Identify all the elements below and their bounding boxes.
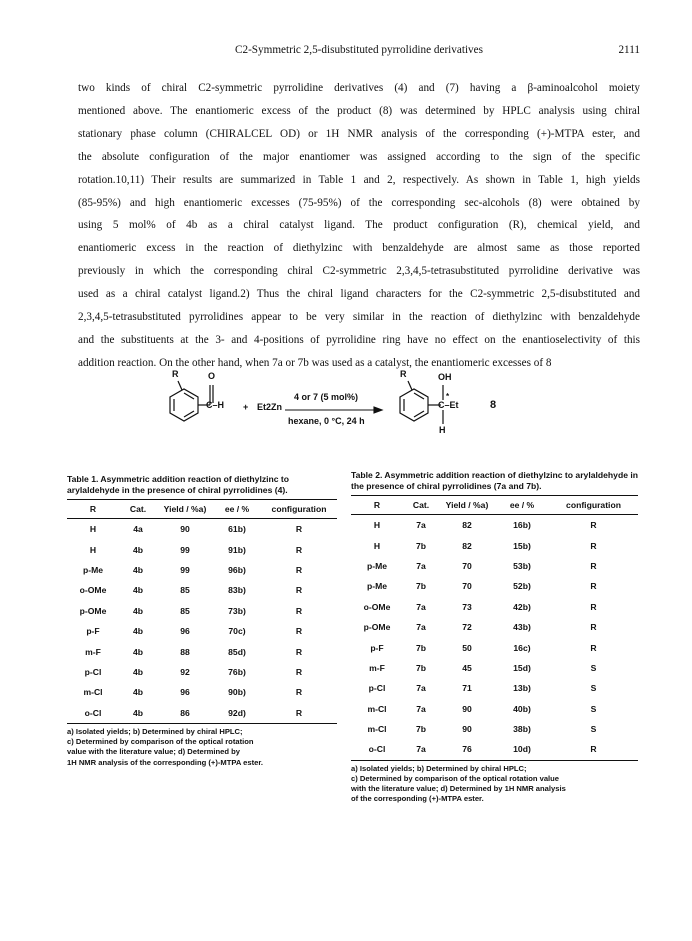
running-header: [78, 44, 640, 60]
table-cell: 10d): [495, 739, 549, 760]
table-cell: 70c): [228, 626, 246, 637]
table-cell: 85d): [228, 646, 246, 657]
column-header: ee / %: [495, 496, 549, 515]
table-cell: H: [373, 540, 381, 551]
table-cell: 90b): [228, 687, 246, 698]
body-line: used as a chiral catalyst ligand.2) Thus the chiral ligand characters for the C2-symmetric 2,5-disubstituted and: [78, 288, 640, 301]
table-cell: 61b): [228, 524, 246, 535]
table-cell: 38b): [513, 724, 531, 735]
scheme-oxygen: O: [208, 371, 216, 381]
table-cell: S: [590, 683, 597, 694]
table-row: [351, 678, 638, 698]
footnote-line: with the literature value; d) Determined by 1H NMR analysis: [351, 784, 566, 794]
body-line: two kinds of chiral C2-symmetric pyrrolidine derivatives (4) and (7) having a β-aminoalcohol moiety: [78, 82, 640, 94]
table-cell: 45: [462, 662, 472, 673]
table-row: [67, 519, 337, 540]
table-cell: R: [295, 524, 303, 535]
table-row: [67, 621, 337, 641]
table-cell: R: [295, 605, 303, 616]
column-header: Cat.: [119, 500, 157, 519]
table-cell: m-Cl: [367, 703, 387, 714]
table-cell: S: [590, 724, 597, 735]
footnote-line: c) Determined by comparison of the optical rotation value: [351, 773, 560, 783]
table-cell: p-Me: [366, 581, 388, 592]
body-line: stationary phase column (CHIRALCEL OD) or 1H NMR analysis of the corresponding (+)-MTPA ester, and: [78, 127, 640, 140]
body-line: enantiomeric excess in the reaction of diethylzinc with benzaldehyde are almost same as those reported: [78, 242, 640, 255]
body-line: the absolute configuration of the major enantiomer was assigned according to the sign of the specific: [78, 150, 640, 163]
table-cell: 4b: [132, 646, 144, 657]
column-header: configuration: [261, 500, 337, 519]
table-row: [351, 699, 638, 719]
body-line: addition reaction. On the other hand, when 7a or 7b was used as a catalyst, the enantiomeric excesses of 8: [78, 356, 552, 369]
column-header: Yield / %a): [157, 500, 213, 519]
table-cell: R: [590, 520, 597, 531]
table-cell: 4a: [133, 524, 143, 535]
scheme-stereocenter-star: *: [446, 392, 450, 401]
page-number: 2111: [618, 44, 640, 56]
table-cell: p-OMe: [79, 605, 107, 616]
table-cell: 7b: [415, 724, 427, 735]
table-cell: m-F: [85, 646, 101, 657]
table-row: [351, 556, 638, 576]
table-cell: H: [373, 520, 381, 531]
table-cell: S: [590, 703, 597, 714]
table-cell: 99: [180, 564, 190, 575]
table-cell: 53b): [513, 560, 531, 571]
table-row: [67, 601, 337, 621]
column-header: R: [351, 496, 403, 515]
table-cell: 76b): [228, 666, 246, 677]
footnote-line: 1H NMR analysis of the corresponding (+)-MTPA ester.: [67, 757, 263, 767]
footnote-line: c) Determined by comparison of the optical rotation: [67, 737, 254, 747]
table-cell: 16b): [513, 520, 531, 531]
table-cell: p-Cl: [84, 666, 102, 677]
table-row: [351, 535, 638, 555]
table-row: [67, 560, 337, 580]
table-cell: R: [295, 687, 303, 698]
table-cell: R: [295, 564, 303, 575]
reaction-scheme: [150, 369, 570, 459]
table-cell: o-OMe: [363, 601, 391, 612]
table-cell: 4b: [119, 703, 157, 724]
table-cell: R: [261, 703, 337, 724]
table-cell: o-Cl: [351, 739, 403, 760]
table-cell: H: [89, 524, 97, 535]
table-cell: 4b: [132, 687, 144, 698]
table-cell: 99: [180, 544, 190, 555]
scheme-plus: +: [243, 402, 249, 412]
table-cell: p-Me: [82, 564, 104, 575]
table-cell: 7a: [403, 739, 439, 760]
table-row: [67, 662, 337, 682]
table-cell: m-F: [369, 662, 385, 673]
table-cell: 7a: [416, 683, 426, 694]
scheme-aldehyde-ch: C–H: [206, 400, 225, 410]
column-header: R: [67, 500, 119, 519]
table-cell: 4b: [132, 544, 144, 555]
table-cell: S: [590, 662, 597, 673]
body-line: using 5 mol% of 4b as a chiral catalyst ligand. The product configuration (R), chemical yield, and: [78, 219, 640, 232]
table-cell: 83b): [228, 585, 246, 596]
table-cell: 85: [180, 585, 190, 596]
table-cell: 90: [462, 724, 472, 735]
table-cell: 73: [462, 601, 472, 612]
table-cell: R: [590, 581, 597, 592]
table-cell: 90: [462, 703, 472, 714]
reaction-arrow: [285, 407, 382, 413]
table-row: [67, 703, 337, 724]
table-cell: 7a: [416, 560, 426, 571]
body-line: and the substituents at the 3- and 4-positions of pyrrolidine ring have no effect on the enantioselectivity of this: [78, 333, 640, 346]
footnote-line: value with the literature value; d) Determined by: [67, 747, 241, 757]
table-cell: R: [295, 666, 303, 677]
table-cell: 86: [157, 703, 213, 724]
table-cell: R: [590, 540, 597, 551]
table-row: [67, 641, 337, 661]
table-cell: 7a: [416, 520, 426, 531]
table-cell: 4b: [132, 605, 144, 616]
table-cell: 4b: [132, 626, 144, 637]
benzene-ring-product: [400, 381, 443, 424]
table-cell: R: [295, 544, 303, 555]
table-cell: 7a: [416, 601, 426, 612]
footnote-line: of the corresponding (+)-MTPA ester.: [351, 794, 484, 804]
table-2: [351, 470, 638, 805]
table-cell: 70: [462, 581, 472, 592]
table-cell: o-Cl: [67, 703, 119, 724]
table-cell: 15b): [513, 540, 531, 551]
column-header: Cat.: [403, 496, 439, 515]
footnote-line: a) Isolated yields; b) Determined by chiral HPLC;: [67, 726, 243, 736]
table-cell: p-Me: [366, 560, 388, 571]
table-cell: 4b: [132, 585, 144, 596]
table-row: [351, 637, 638, 657]
table-cell: 73b): [228, 605, 246, 616]
body-line: 2,3,4,5-tetrasubstituted pyrrolidines appear to be very similar in the reaction of diethylzinc with benzaldehyde: [78, 311, 640, 324]
table-cell: R: [590, 642, 597, 653]
table-cell: m-Cl: [83, 687, 103, 698]
scheme-hydroxyl: OH: [438, 372, 452, 382]
scheme-conditions-bottom: hexane, 0 °C, 24 h: [288, 416, 365, 426]
table-cell: 7a: [416, 622, 426, 633]
table-row: [67, 539, 337, 559]
table-cell: 4b: [132, 666, 144, 677]
table-cell: H: [89, 544, 97, 555]
body-line: mentioned above. The enantiomeric excess of the product (8) was determined by HPLC analysis using chiral: [78, 104, 640, 117]
table-cell: 7a: [416, 703, 426, 714]
table-cell: 4b: [132, 564, 144, 575]
table-cell: R: [295, 626, 303, 637]
table-cell: 40b): [513, 703, 531, 714]
table-row: [351, 617, 638, 637]
table-cell: 76: [439, 739, 495, 760]
table-cell: p-OMe: [363, 622, 391, 633]
table-cell: p-F: [370, 642, 384, 653]
table-cell: 42b): [513, 601, 531, 612]
table-row: [351, 597, 638, 617]
table-cell: R: [295, 585, 303, 596]
table-2-caption: Table 2. Asymmetric addition reaction of diethylzinc to arylaldehyde in the presence of chiral pyrrolidines (7a and 7b).: [351, 470, 639, 491]
table-cell: 90: [180, 524, 190, 535]
table-row: [351, 576, 638, 596]
table-cell: 7b: [415, 642, 427, 653]
table-row: [67, 682, 337, 702]
table-cell: 96: [180, 687, 190, 698]
footnote-line: a) Isolated yields; b) Determined by chiral HPLC;: [351, 763, 527, 773]
table-cell: 82: [462, 520, 472, 531]
table-row: [351, 739, 638, 760]
table-cell: 96: [180, 626, 190, 637]
table-cell: p-F: [86, 626, 100, 637]
column-header: configuration: [549, 496, 638, 515]
body-line: previously in which the corresponding chiral C2-symmetric 2,3,4,5-tetrasubstituted pyrrolidine derivative was: [78, 265, 640, 278]
table-cell: 92d): [213, 703, 261, 724]
column-header: ee / %: [213, 500, 261, 519]
table-cell: 96b): [228, 564, 246, 575]
reaction-scheme-drawing: [150, 369, 570, 459]
table-2-grid: [351, 495, 638, 761]
running-title: C2-Symmetric 2,5-disubstituted pyrrolidine derivatives: [235, 44, 483, 56]
table-cell: R: [549, 739, 638, 760]
table-cell: 7b: [415, 540, 427, 551]
scheme-hydrogen: H: [439, 425, 446, 435]
table-cell: 70: [462, 560, 472, 571]
table-cell: 71: [462, 683, 472, 694]
table-cell: 16c): [513, 642, 531, 653]
table-2-footnotes: [351, 764, 638, 805]
table-cell: R: [590, 560, 597, 571]
table-1-footnotes: [67, 727, 337, 768]
table-cell: 13b): [513, 683, 531, 694]
table-cell: p-Cl: [368, 683, 386, 694]
table-cell: 52b): [513, 581, 531, 592]
table-cell: 88: [180, 646, 190, 657]
table-cell: 72: [462, 622, 472, 633]
table-cell: 85: [180, 605, 190, 616]
table-row: [351, 719, 638, 739]
table-cell: R: [590, 601, 597, 612]
table-cell: o-OMe: [79, 585, 107, 596]
body-line: rotation.10,11) Their results are summarized in Table 1 and 2, respectively. As shown in Table 1, high yields: [78, 173, 640, 186]
scheme-product-number: 8: [490, 399, 497, 411]
scheme-reagent: Et2Zn: [257, 402, 283, 412]
table-cell: 82: [462, 540, 472, 551]
table-cell: 91b): [228, 544, 246, 555]
table-1-caption: Table 1. Asymmetric addition reaction of diethylzinc to arylaldehyde in the presence of chiral pyrrolidines (4).: [67, 474, 290, 495]
table-cell: 50: [462, 642, 472, 653]
scheme-r-right: R: [400, 369, 407, 379]
table-cell: 7b: [415, 581, 427, 592]
table-cell: 92: [180, 666, 190, 677]
table-row: [351, 658, 638, 678]
scheme-r-left: R: [172, 369, 179, 379]
column-header: Yield / %a): [439, 496, 495, 515]
scheme-carbinol-c: C–Et: [438, 400, 459, 410]
table-cell: R: [590, 622, 597, 633]
table-cell: R: [295, 646, 303, 657]
table-cell: 15d): [513, 662, 531, 673]
table-cell: 43b): [513, 622, 531, 633]
table-1: [67, 474, 337, 768]
table-row: [67, 580, 337, 600]
table-cell: m-Cl: [367, 724, 387, 735]
body-line: (85-95%) and high enantiomeric excesses (75-95%) of the corresponding sec-alcohols (8) were obtained by: [78, 196, 640, 209]
scheme-conditions-top: 4 or 7 (5 mol%): [294, 392, 359, 402]
table-cell: 7b: [415, 662, 427, 673]
table-row: [351, 515, 638, 536]
body-paragraph: [78, 77, 640, 375]
table-1-grid: [67, 499, 337, 724]
